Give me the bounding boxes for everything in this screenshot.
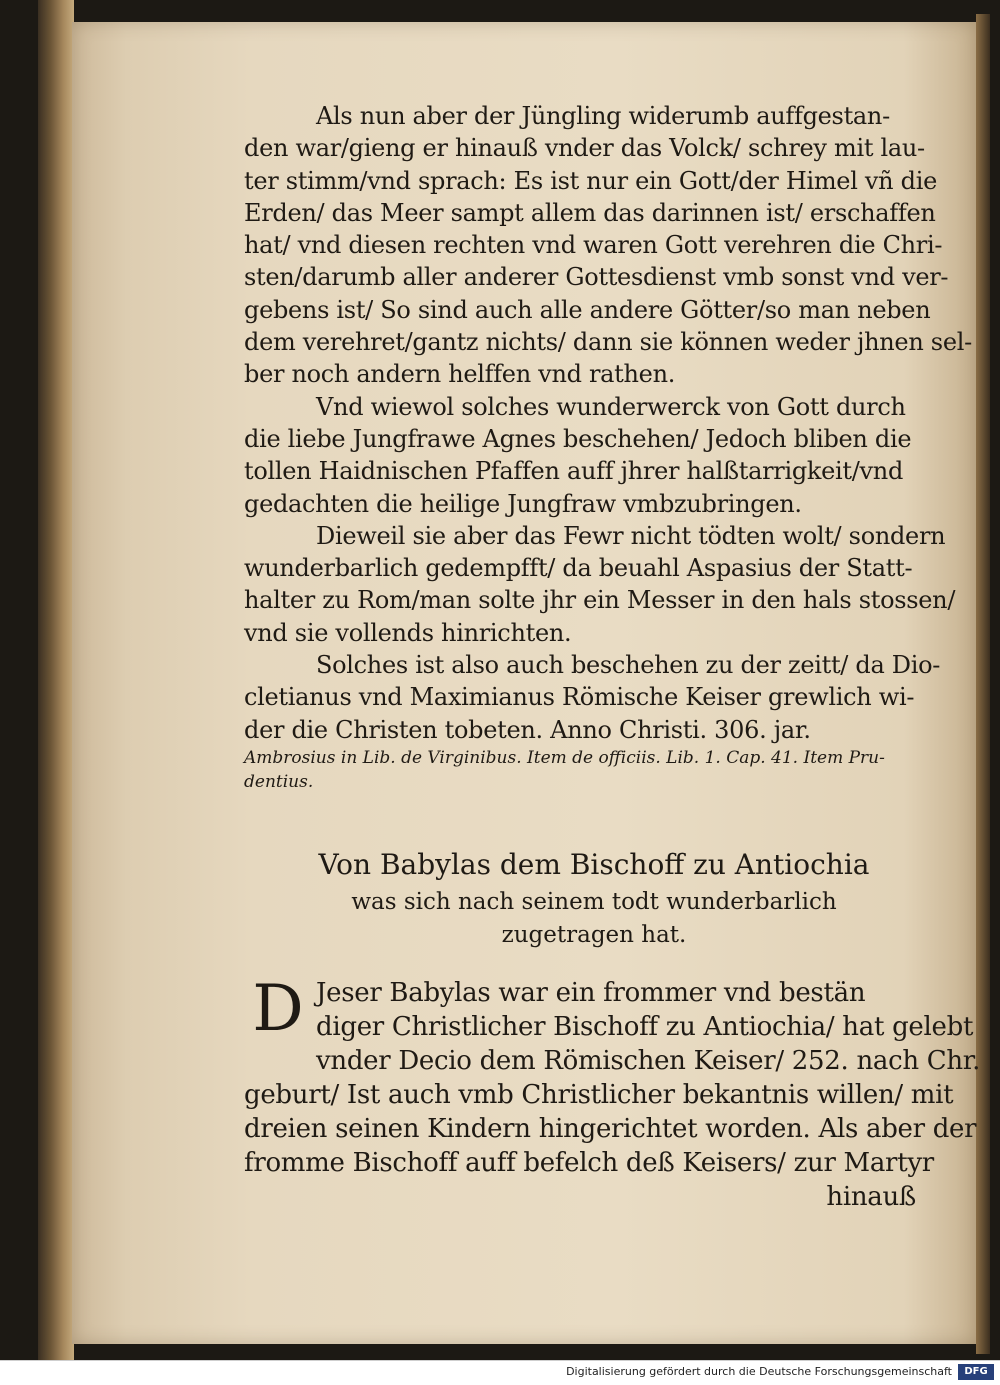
- section-heading: [244, 844, 944, 952]
- page-right-edge: [976, 14, 990, 1354]
- text-line: sten/darumb aller anderer Gottesdienst vmb sonst vnd ver-: [244, 263, 949, 292]
- footer-bar: [0, 1360, 1000, 1385]
- babylas-paragraph: [244, 971, 981, 1214]
- text-line: gebens ist/ So sind auch alle andere Götter/so man neben: [244, 295, 931, 324]
- paragraph: [244, 391, 944, 520]
- page-text-block: [244, 100, 981, 1214]
- text-line: gedachten die heilige Jungfraw vmbzubringen.: [244, 489, 802, 518]
- heading-line-1: Von Babylas dem Bischoff zu Antiochia: [318, 847, 870, 881]
- text-line: Erden/ das Meer sampt allem das darinnen ist/ erschaffen: [244, 198, 936, 227]
- text-line: die liebe Jungfrawe Agnes beschehen/ Jedoch bliben die: [244, 424, 912, 453]
- text-line: vnd sie vollends hinrichten.: [244, 618, 572, 647]
- heading-line-2: was sich nach seinem todt wunderbarlich: [351, 888, 837, 915]
- text-line: Dieweil sie aber das Fewr nicht tödten wolt/ sondern: [316, 521, 946, 550]
- text-line: Solches ist also auch beschehen zu der zeitt/ da Dio-: [316, 651, 941, 680]
- top-paragraphs: [244, 100, 972, 746]
- paragraph: [244, 649, 944, 746]
- text-line: wunderbarlich gedempfft/ da beuahl Aspasius der Statt-: [244, 554, 913, 583]
- paragraph: [244, 520, 956, 649]
- text-line: hat/ vnd diesen rechten vnd waren Gott verehren die Chri-: [244, 231, 943, 260]
- text-line: fromme Bischoff auff befelch deß Keisers/ zur Martyr: [244, 1147, 934, 1178]
- text-line: diger Christlicher Bischoff zu Antiochia/ hat gelebt: [316, 1011, 974, 1042]
- text-line: vnder Decio dem Römischen Keiser/ 252. nach Chr.: [316, 1045, 981, 1076]
- heading-line-3: zugetragen hat.: [501, 921, 687, 948]
- text-line: Jeser Babylas war ein frommer vnd bestän: [316, 977, 866, 1008]
- book-spine-edge: [38, 0, 74, 1360]
- source-note: [244, 746, 944, 794]
- text-line: ter stimm/vnd sprach: Es ist nur ein Gott/der Himel vñ die: [244, 166, 938, 195]
- text-line: Als nun aber der Jüngling widerumb auffgestan-: [316, 102, 890, 130]
- text-line: geburt/ Ist auch vmb Christlicher bekantnis willen/ mit: [244, 1079, 954, 1110]
- text-line: Vnd wiewol solches wunderwerck von Gott durch: [316, 392, 906, 421]
- text-line: tollen Haidnischen Pfaffen auff jhrer halßtarrigkeit/vnd: [244, 457, 904, 486]
- source-note-line: Ambrosius in Lib. de Virginibus. Item de officiis. Lib. 1. Cap. 41. Item Pru-: [244, 747, 885, 768]
- text-line: der die Christen tobeten. Anno Christi. 306. jar.: [244, 715, 811, 744]
- text-line: ber noch andern helffen vnd rathen.: [244, 360, 676, 389]
- text-line: cletianus vnd Maximianus Römische Keiser grewlich wi-: [244, 683, 915, 712]
- text-line: den war/gieng er hinauß vnder das Volck/ schrey mit lau-: [244, 134, 925, 163]
- source-note-line: dentius.: [244, 771, 314, 792]
- paragraph: [244, 100, 972, 391]
- digitization-credit: Digitalisierung gefördert durch die Deutsche Forschungsgemeinschaft: [566, 1365, 952, 1378]
- dfg-logo-icon: DFG: [958, 1364, 994, 1380]
- text-line: halter zu Rom/man solte jhr ein Messer in den hals stossen/: [244, 586, 956, 615]
- text-line: dreien seinen Kindern hingerichtet worden. Als aber der: [244, 1113, 977, 1144]
- text-line: dem verehret/gantz nichts/ dann sie können weder jhnen sel-: [244, 328, 972, 357]
- drop-cap: D: [252, 971, 304, 1046]
- catchword: hinauß: [826, 1181, 916, 1212]
